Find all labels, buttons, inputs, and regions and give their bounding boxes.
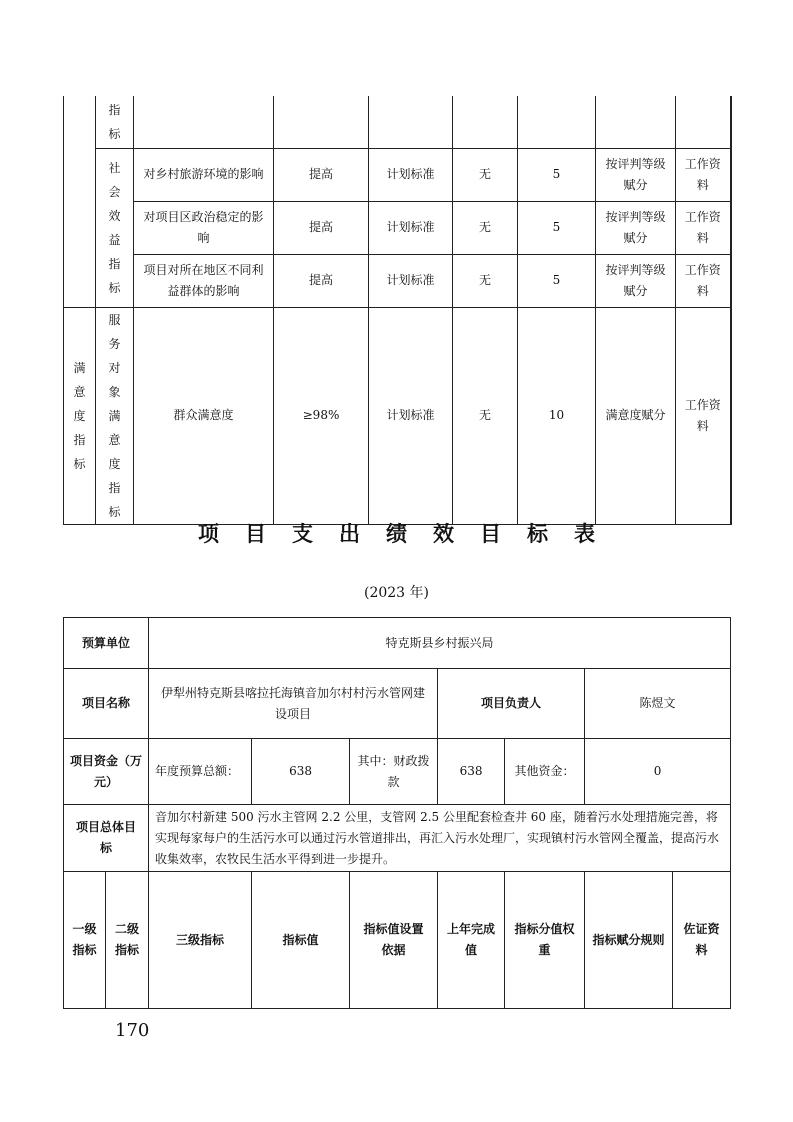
fund-label: 项目资金（万 元） (64, 739, 149, 805)
annual-budget-label: 年度预算总额： (149, 739, 252, 805)
header-level2: 二级 指标 (106, 872, 149, 1009)
indicator-last-year: 无 (453, 201, 518, 254)
satisfaction-level2: 服 务 对 象 满 意 度 指 标 (96, 307, 134, 524)
table-row (64, 669, 731, 739)
indicator-weight: 10 (518, 307, 596, 524)
goal-label: 项目总体目 标 (64, 805, 149, 872)
performance-target-table (63, 617, 731, 1009)
indicator-name: 群众满意度 (134, 307, 274, 524)
table-row (64, 307, 731, 524)
project-name-label: 项目名称 (64, 669, 149, 739)
indicator-weight: 5 (518, 254, 596, 307)
indicator-evidence: 工作资 料 (676, 254, 731, 307)
top-indicator-table (63, 96, 732, 525)
header-level3: 三级指标 (149, 872, 252, 1009)
indicator-basis: 计划标准 (369, 201, 453, 254)
header-basis: 指标值设置 依据 (350, 872, 438, 1009)
table-row (64, 148, 731, 201)
budget-unit-value: 特克斯县乡村振兴局 (149, 618, 731, 669)
satisfaction-level1: 满 意 度 指 标 (64, 307, 96, 524)
indicator-name: 对乡村旅游环境的影响 (134, 148, 274, 201)
indicator-rule: 按评判等级 赋分 (596, 148, 676, 201)
indicator-last-year: 无 (453, 307, 518, 524)
level1-cell-empty (64, 96, 96, 307)
owner-label: 项目负责人 (438, 669, 585, 739)
page-number: 170 (115, 1020, 150, 1041)
indicator-last-year: 无 (453, 254, 518, 307)
header-rule: 指标赋分规则 (585, 872, 673, 1009)
indicator-value: ≥98% (274, 307, 369, 524)
indicator-evidence: 工作资 料 (676, 201, 731, 254)
annual-budget-value: 638 (252, 739, 350, 805)
project-name-value: 伊犁州特克斯县喀拉托海镇音加尔村村污水管网建 设项目 (149, 669, 438, 739)
other-funds-label: 其他资金： (505, 739, 585, 805)
table-row (64, 872, 731, 1009)
indicator-evidence: 工作资 料 (676, 148, 731, 201)
level2-cell-continue: 指 标 (96, 96, 134, 148)
indicator-weight: 5 (518, 148, 596, 201)
indicator-evidence: 工作资 料 (676, 307, 731, 524)
header-last-year: 上年完成 值 (438, 872, 505, 1009)
other-funds-value: 0 (585, 739, 731, 805)
indicator-rule: 按评判等级 赋分 (596, 201, 676, 254)
header-evidence: 佐证资 料 (673, 872, 731, 1009)
budget-unit-label: 预算单位 (64, 618, 149, 669)
table-row (64, 739, 731, 805)
goal-value: 音加尔村新建 500 污水主管网 2.2 公里，支管网 2.5 公里配套检查井 60 座，随着污水处理措施完善，将实现每家每户的生活污水可以通过污水管道排出，再汇入污水处理厂，实现镇村污水管网全覆盖，提高污水收集效率，农牧民生活水平得到进一步提升。 (149, 805, 731, 872)
cell-empty (134, 96, 274, 148)
cell-empty (596, 96, 676, 148)
table-row (64, 618, 731, 669)
indicator-last-year: 无 (453, 148, 518, 201)
cell-empty (518, 96, 596, 148)
table-row (64, 201, 731, 254)
header-level1: 一级 指标 (64, 872, 106, 1009)
indicator-value: 提高 (274, 201, 369, 254)
cell-empty (369, 96, 453, 148)
indicator-basis: 计划标准 (369, 148, 453, 201)
header-weight: 指标分值权 重 (505, 872, 585, 1009)
table-row (64, 805, 731, 872)
fiscal-value: 638 (438, 739, 505, 805)
page-subtitle-year: (2023 年) (363, 585, 429, 601)
indicator-rule: 按评判等级 赋分 (596, 254, 676, 307)
indicator-name: 对项目区政治稳定的影 响 (134, 201, 274, 254)
fiscal-label: 其中：财政拨 款 (350, 739, 438, 805)
table-row (64, 254, 731, 307)
indicator-weight: 5 (518, 201, 596, 254)
indicator-basis: 计划标准 (369, 254, 453, 307)
header-value: 指标值 (252, 872, 350, 1009)
indicator-value: 提高 (274, 254, 369, 307)
indicator-value: 提高 (274, 148, 369, 201)
owner-value: 陈煜文 (585, 669, 731, 739)
table-row (64, 96, 731, 148)
indicator-name: 项目对所在地区不同利 益群体的影响 (134, 254, 274, 307)
cell-empty (274, 96, 369, 148)
indicator-basis: 计划标准 (369, 307, 453, 524)
cell-empty (453, 96, 518, 148)
social-benefit-category: 社 会 效 益 指 标 (96, 148, 134, 307)
indicator-rule: 满意度赋分 (596, 307, 676, 524)
page-title: 项目支出绩效目标表 (198, 522, 621, 546)
cell-empty (676, 96, 731, 148)
